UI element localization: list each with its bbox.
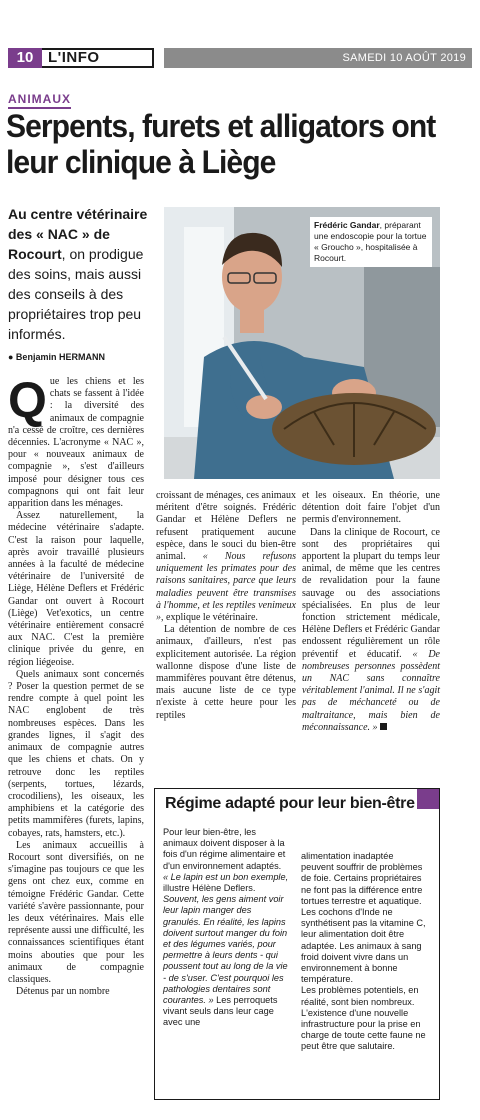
sidebar-accent-tab bbox=[417, 789, 439, 809]
sidebar-text: Pour leur bien-être, les animaux doivent disposer à la fois d'un régime alimentaire et d'un environnement adaptés. bbox=[163, 827, 286, 871]
paragraph bbox=[302, 527, 440, 734]
paragraph: La détention de nombre de ces animaux, d'ailleurs, n'est pas explicitement autorisée. La région wallonne dispose d'une liste de mammifères pouvant être détenus, mais aucune liste de ce type n'existe à cette heure pour les reptiles bbox=[156, 624, 296, 721]
sidebar-column-1 bbox=[163, 827, 289, 1029]
paragraph: Assez naturellement, la médecine vétérinaire s'adapte. C'est la raison pour laquelle, après avoir travaillé plusieurs années à la faculté de médecine vétérinaire de l'université de Liège, Hélène Deflers et Frédéric Gandar ont ouvert à Rocourt (Liège) Vet'exotics, un centre vétérinaire entièrement consacré aux NAC. C'est la première clinique privée du genre, en région liégeoise. bbox=[8, 510, 144, 668]
quote: « De nombreuses personnes possèdent un NAC sans connaître véritablement l'animal. Il ne s'agit pas de méchanceté ou de maltraitance, mais bien de méconnaissance. » bbox=[302, 648, 440, 733]
quote: « Nous refusons uniquement les primates pour des raisons sanitaires, parce que leurs maladies peuvent être transmises à l'homme, et les reptiles venimeux » bbox=[156, 551, 296, 624]
article-lede bbox=[8, 204, 158, 344]
page-number: 10 bbox=[8, 48, 42, 68]
body-column-3 bbox=[302, 490, 440, 734]
article-kicker: ANIMAUX bbox=[8, 92, 71, 109]
paragraph: et les oiseaux. En théorie, une détention doit faire l'objet d'un permis d'environnement. bbox=[302, 490, 440, 526]
body-column-1 bbox=[8, 372, 144, 998]
paragraph-text: croissant de ménages, ces animaux méritent d'être soignés. Frédéric Gandar et Hélène Deflers ne refusent pratiquement aucune espèce, dans le souci du bien-être animal. bbox=[156, 490, 296, 563]
sidebar-text: alimentation inadaptée peuvent souffrir de problèmes de foie. Certains propriétaires ne font pas la différence entre tortues terrestre et aquatique. Les cochons d'Inde ne synthétisent pas la vitamine C, leur alimentation doit être adaptée. Les animaux à sang froid doivent vivre dans un environnement à bonne température. bbox=[301, 851, 426, 985]
caption-text: , préparant une endoscopie pour la tortue « Groucho », hospitalisée à Rocourt. bbox=[314, 220, 427, 263]
sidebar-text: Les problèmes potentiels, en réalité, sont bien nombreux. L'existence d'une nouvelle infrastructure pour la prise en charge de toute cette faune ne peut être que salutaire. bbox=[301, 985, 426, 1052]
sidebar-quote: Souvent, les gens aiment voir leur lapin manger des granulés. En réalité, les lapins doivent surtout manger du foin et des légumes variés, pour permettre à leurs dents - qui poussent tout au long de la vie - de s'user. C'est pourquoi les pathologies dentaires sont courantes. » bbox=[163, 894, 288, 1006]
page-header bbox=[8, 48, 472, 68]
caption-name: Frédéric Gandar bbox=[314, 220, 380, 230]
end-mark bbox=[380, 723, 387, 730]
paragraph-text: Dans la clinique de Rocourt, ce sont des propriétaires qui apportent la plupart du temps leur animal, de même que les centres de revalidation pour la faune sauvage ou des associations spécialisées. En plus de leur fonction strictement médicale, Hélène Deflers et Frédéric Gandar endossent régulièrement un rôle préventif et éducatif. bbox=[302, 526, 440, 660]
lede-bold: Au centre vétérinaire des « NAC » de Rocourt bbox=[8, 206, 148, 262]
lede-rest: , on prodigue des soins, mais aussi des conseils à des propriétaires trop peu informés. bbox=[8, 246, 144, 342]
drop-cap: Q bbox=[8, 372, 47, 428]
sidebar-title: Régime adapté pour leur bien-être bbox=[165, 795, 415, 812]
paragraph: Quels animaux sont concernés ? Poser la question permet de se rendre compte à quel point les NAC englobent de très nombreuses espèces. Dans les grandes lignes, il s'agit des animaux de compagnie autres que les chiens et chats. On y retrouve donc les reptiles (serpents, tortues, lézards, crocodiliens), les oiseaux, les amphibiens et la catégorie des petits mammifères (furets, lapins, cobayes, rats, hamsters, etc.). bbox=[8, 668, 144, 839]
issue-date: SAMEDI 10 AOÛT 2019 bbox=[164, 48, 472, 68]
paragraph bbox=[8, 372, 144, 510]
sidebar-text: Les perroquets vivant seuls dans leur cage avec une bbox=[163, 995, 278, 1028]
paragraph-text: , explique le vétérinaire. bbox=[161, 612, 258, 624]
paragraph-text: ue les chiens et les chats se fassent à l'idée : la diversité des animaux de compagnie n'a cessé de croître, ces dernières décennies. L'acronyme « NAC », pour « nouveaux animaux de compagnie », s'est d'ailleurs imposé pour désigner tous ces compagnons qui ont fait leur apparition dans les ménages. bbox=[8, 376, 144, 510]
sidebar-quote: « Le lapin est un bon exemple, bbox=[163, 871, 289, 882]
paragraph: Les animaux accueillis à Rocourt sont diversifiés, on ne s'imagine pas toujours ce que les gens ont chez eux, comme en témoigne Frédéric Gandar. Cette variété s'avère passionnante, pour les deux vétérinaires. Mais elle représente aussi une difficulté, les connaissances scientifiques étant moins abouties que pour les animaux de compagnie classiques. bbox=[8, 839, 144, 985]
article-headline: Serpents, furets et alligators ont leur clinique à Liège bbox=[6, 108, 436, 180]
article-photo bbox=[164, 207, 440, 479]
section-rubric: L'INFO bbox=[42, 48, 154, 68]
sidebar-text: illustre Hélène Deflers. bbox=[163, 883, 256, 894]
sidebar-column-2 bbox=[301, 851, 427, 1053]
byline: ● Benjamin HERMANN bbox=[8, 352, 105, 362]
sidebar-box bbox=[154, 788, 440, 1100]
photo-caption bbox=[310, 217, 432, 267]
body-column-2 bbox=[156, 490, 296, 722]
paragraph bbox=[156, 490, 296, 624]
paragraph: Détenus par un nombre bbox=[16, 986, 110, 998]
